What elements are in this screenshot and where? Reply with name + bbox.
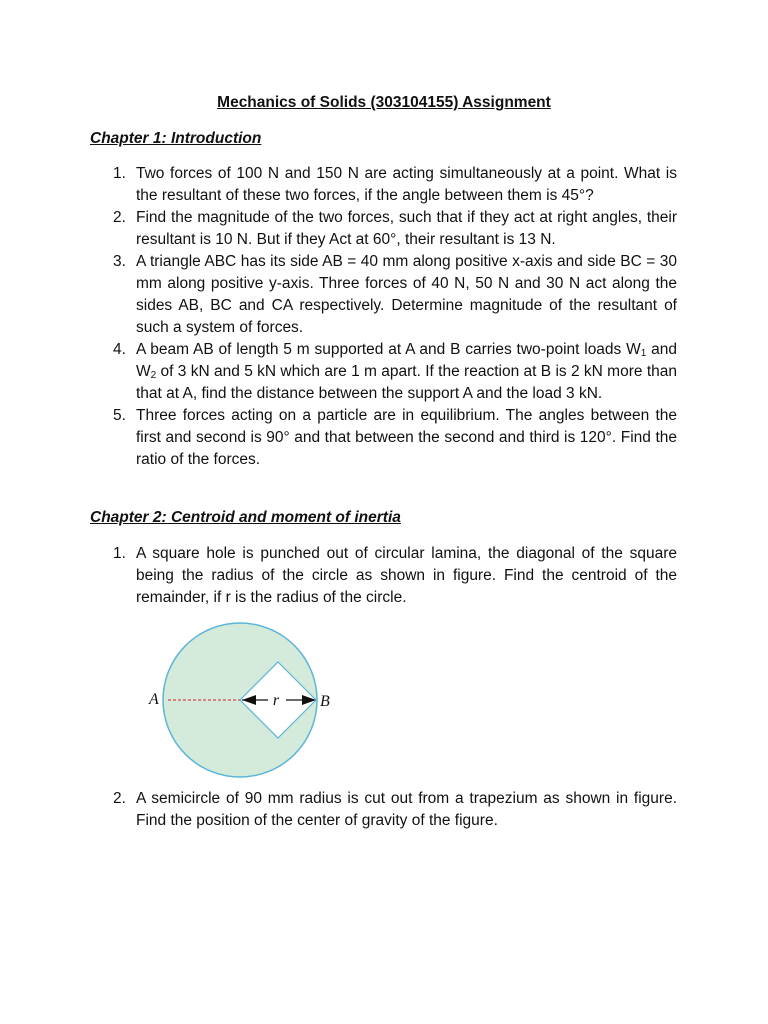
question-text: Find the magnitude of the two forces, such that if they act at right angles, their resultant is 10 N. But if they Act at 60°, their resultant is 13 N.	[136, 209, 677, 248]
point-a-label: A	[149, 691, 159, 708]
text-part: and W	[136, 341, 677, 380]
circle-with-square-hole-figure	[140, 612, 340, 792]
list-item	[0, 251, 677, 339]
text-part: of 3 kN and 5 kN which are 1 m apart. If the reaction at B is 2 kN more than that at A, find the distance between the support A and the load 3 kN.	[136, 363, 677, 402]
item-number: 1.	[113, 545, 126, 562]
subscript: 2	[150, 370, 157, 381]
question-text: Three forces acting on a particle are in equilibrium. The angles between the first and second is 90° and that between the second and third is 120°. Find the ratio of the forces.	[136, 407, 677, 468]
chapter-2-questions-part2	[0, 788, 677, 832]
item-number: 5.	[113, 407, 126, 424]
item-number: 2.	[113, 209, 126, 226]
text-part: A beam AB of length 5 m supported at A and B carries two-point loads W	[136, 341, 641, 358]
list-item	[0, 163, 677, 207]
question-text	[136, 341, 677, 402]
radius-label: r	[272, 692, 280, 709]
item-number: 2.	[113, 790, 126, 807]
item-number: 1.	[113, 165, 126, 182]
list-item	[0, 207, 677, 251]
question-text: A semicircle of 90 mm radius is cut out from a trapezium as shown in figure. Find the position of the center of gravity of the figure.	[136, 790, 677, 829]
list-item	[0, 405, 677, 471]
subscript: 1	[640, 348, 647, 359]
list-item	[0, 788, 677, 832]
chapter-2-heading: Chapter 2: Centroid and moment of inertia	[90, 509, 401, 526]
chapter-1-heading: Chapter 1: Introduction	[90, 130, 262, 147]
list-item	[0, 339, 677, 405]
question-text: A square hole is punched out of circular lamina, the diagonal of the square being the radius of the circle as shown in figure. Find the centroid of the remainder, if r is the radius of the circle.	[136, 545, 677, 606]
document-title: Mechanics of Solids (303104155) Assignment	[217, 94, 551, 111]
question-text: A triangle ABC has its side AB = 40 mm along positive x-axis and side BC = 30 mm along positive y-axis. Three forces of 40 N, 50 N and 30 N act along the sides AB, BC and CA respectively. Determine magnitude of the resultant of such a system of forces.	[136, 253, 677, 336]
chapter-1-questions	[0, 163, 677, 471]
list-item	[0, 543, 677, 609]
point-b-label: B	[320, 693, 330, 710]
item-number: 3.	[113, 253, 126, 270]
chapter-2-questions-part1	[0, 543, 677, 609]
item-number: 4.	[113, 341, 126, 358]
question-text: Two forces of 100 N and 150 N are acting simultaneously at a point. What is the resultant of these two forces, if the angle between them is 45°?	[136, 165, 677, 204]
